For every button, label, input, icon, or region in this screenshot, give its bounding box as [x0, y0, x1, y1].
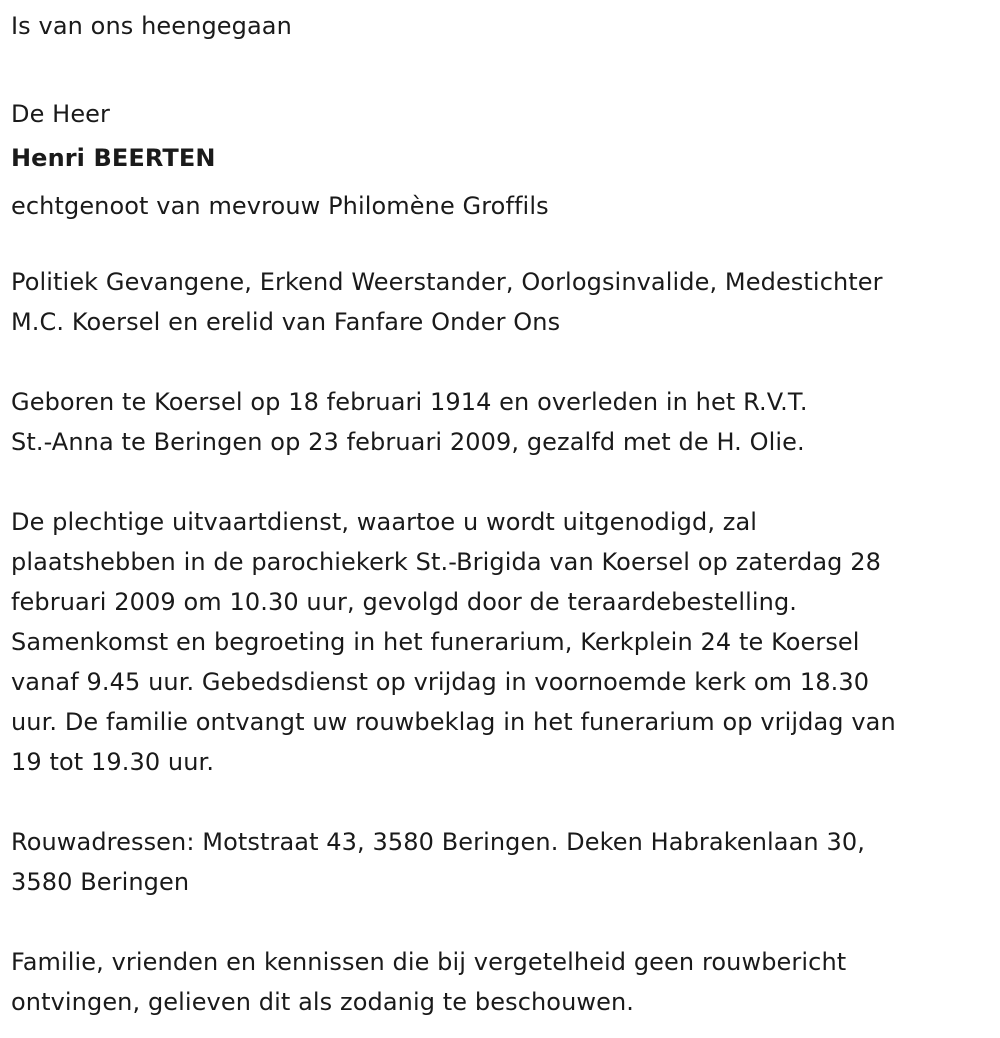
- paragraph-line: 3580 Beringen: [11, 868, 190, 896]
- deceased-name: Henri BEERTEN: [11, 144, 216, 172]
- obituary-notice: [11, 6, 996, 1022]
- paragraph-line: St.-Anna te Beringen op 23 februari 2009, gezalfd met de H. Olie.: [11, 428, 805, 456]
- honorific: De Heer: [11, 100, 111, 128]
- spouse-line: echtgenoot van mevrouw Philomène Groffils: [11, 192, 549, 220]
- paragraph-line: Familie, vrienden en kennissen die bij vergetelheid geen rouwbericht: [11, 948, 847, 976]
- paragraph-line: Geboren te Koersel op 18 februari 1914 en overleden in het R.V.T.: [11, 388, 808, 416]
- paragraph-line: De plechtige uitvaartdienst, waartoe u wordt uitgenodigd, zal: [11, 508, 758, 536]
- spacer: [11, 782, 996, 822]
- paragraph-line: februari 2009 om 10.30 uur, gevolgd door de teraardebestelling.: [11, 588, 798, 616]
- paragraph-line: 19 tot 19.30 uur.: [11, 748, 215, 776]
- funeral-paragraph: [11, 502, 996, 782]
- spacer: [11, 342, 996, 382]
- paragraph-line: Rouwadressen: Motstraat 43, 3580 Beringen. Deken Habrakenlaan 30,: [11, 828, 865, 856]
- spacer: [11, 46, 996, 86]
- paragraph-line: Politiek Gevangene, Erkend Weerstander, Oorlogsinvalide, Medestichter: [11, 268, 883, 296]
- paragraph-line: plaatshebben in de parochiekerk St.-Brigida van Koersel op zaterdag 28: [11, 548, 881, 576]
- paragraph-line: vanaf 9.45 uur. Gebedsdienst op vrijdag in voornoemde kerk om 18.30: [11, 668, 870, 696]
- spacer: [11, 230, 996, 262]
- spacer: [11, 462, 996, 502]
- birth-death-paragraph: [11, 382, 996, 462]
- paragraph-line: M.C. Koersel en erelid van Fanfare Onder Ons: [11, 308, 561, 336]
- paragraph-line: ontvingen, gelieven dit als zodanig te beschouwen.: [11, 988, 635, 1016]
- spacer: [11, 902, 996, 942]
- paragraph-line: Samenkomst en begroeting in het funerarium, Kerkplein 24 te Koersel: [11, 628, 860, 656]
- paragraph-line: uur. De familie ontvangt uw rouwbeklag in het funerarium op vrijdag van: [11, 708, 896, 736]
- closing-paragraph: [11, 942, 996, 1022]
- titles-paragraph: [11, 262, 996, 342]
- intro-text: Is van ons heengegaan: [11, 12, 292, 40]
- addresses-paragraph: [11, 822, 996, 902]
